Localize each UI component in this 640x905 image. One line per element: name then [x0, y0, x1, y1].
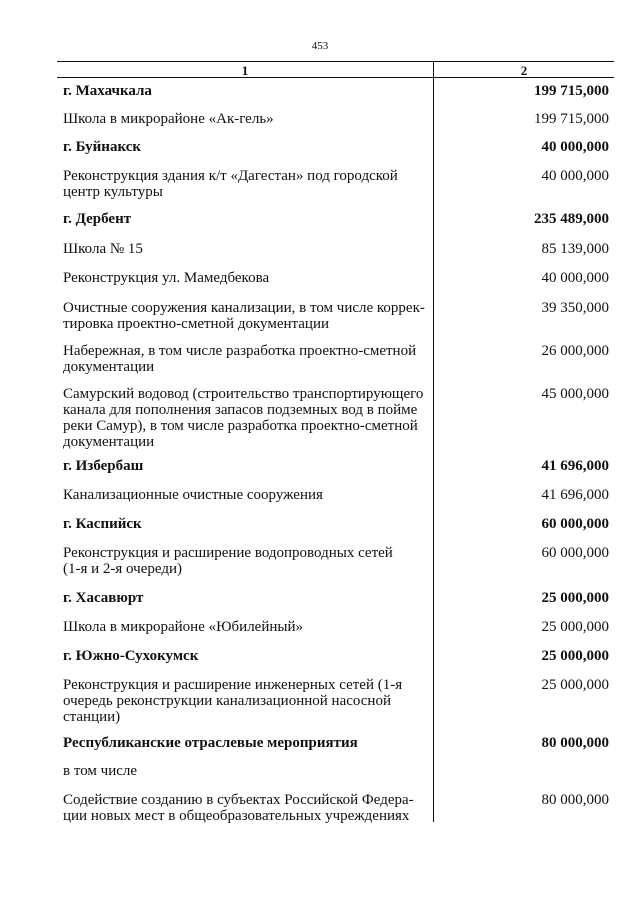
item-name: Школа № 15	[63, 241, 143, 257]
item-name: Очистные сооружения канализации, в том числе коррек- тировка проектно-сметной документации	[63, 300, 425, 332]
item-amount: 80 000,000	[541, 792, 609, 808]
header-bottom-rule	[57, 77, 614, 78]
item-name: Набережная, в том числе разработка проектно-сметной документации	[63, 343, 417, 375]
item-amount: 41 696,000	[541, 487, 609, 503]
item-name: Реконструкция и расширение водопроводных сетей (1-я и 2-я очереди)	[63, 545, 393, 577]
item-name: в том числе	[63, 763, 138, 779]
item-name: Канализационные очистные сооружения	[63, 487, 323, 503]
item-name: Самурский водовод (строительство транспортирующего канала для пополнения запасов подземных вод в пойме реки Самур), в том числе разработка проектно-сметной документации	[63, 386, 424, 450]
item-name: Школа в микрорайоне «Ак-гель»	[63, 111, 274, 127]
section-total: 25 000,000	[541, 648, 609, 664]
section-name: г. Избербаш	[63, 458, 144, 474]
item-amount: 25 000,000	[541, 619, 609, 635]
item-amount: 25 000,000	[541, 677, 609, 693]
section-total: 60 000,000	[541, 516, 609, 532]
section-total: 235 489,000	[534, 211, 609, 227]
item-name: Реконструкция ул. Мамедбекова	[63, 270, 270, 286]
header-top-rule	[57, 61, 614, 62]
section-name: г. Южно-Сухокумск	[63, 648, 199, 664]
section-name: г. Каспийск	[63, 516, 142, 532]
section-name: г. Буйнакск	[63, 139, 142, 155]
item-amount: 60 000,000	[541, 545, 609, 561]
item-amount: 199 715,000	[534, 111, 609, 127]
item-amount: 45 000,000	[541, 386, 609, 402]
item-amount: 40 000,000	[541, 168, 609, 184]
item-amount: 85 139,000	[541, 241, 609, 257]
vertical-column-divider	[433, 77, 434, 822]
item-name: Реконструкция здания к/т «Дагестан» под городской центр культуры	[63, 168, 398, 200]
item-amount: 39 350,000	[541, 300, 609, 316]
item-name: Школа в микрорайоне «Юбилейный»	[63, 619, 303, 635]
section-total: 199 715,000	[534, 83, 609, 99]
section-total: 41 696,000	[541, 458, 609, 474]
section-total: 80 000,000	[541, 735, 609, 751]
section-total: 40 000,000	[541, 139, 609, 155]
page-number: 453	[311, 40, 329, 52]
item-name: Реконструкция и расширение инженерных сетей (1-я очередь реконструкции канализационной насосной станции)	[63, 677, 403, 725]
item-name: Содействие созданию в субъектах Российской Федера- ции новых мест в общеобразовательных учреждениях	[63, 792, 414, 824]
section-total: 25 000,000	[541, 590, 609, 606]
item-amount: 40 000,000	[541, 270, 609, 286]
column-2-header: 2	[520, 63, 528, 78]
column-1-header: 1	[241, 63, 249, 78]
section-name: г. Хасавюрт	[63, 590, 144, 606]
item-amount: 26 000,000	[541, 343, 609, 359]
section-name: г. Махачкала	[63, 83, 152, 99]
section-name: Республиканские отраслевые мероприятия	[63, 735, 358, 751]
section-name: г. Дербент	[63, 211, 132, 227]
